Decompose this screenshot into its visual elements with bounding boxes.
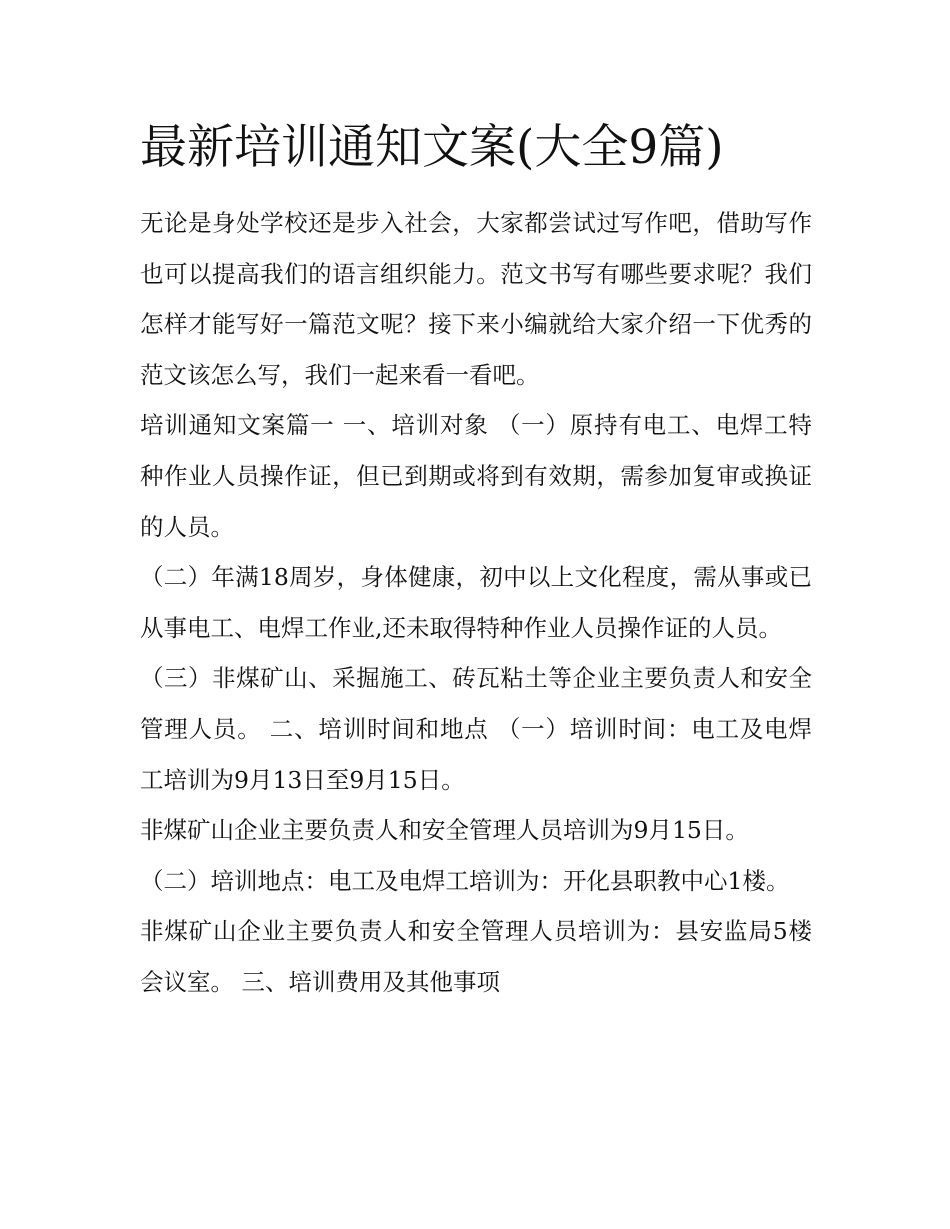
paragraph-manager-training-date: 非煤矿山企业主要负责人和安全管理人员培训为9月15日。 [140, 816, 749, 845]
paragraph-manager-training-location: 非煤矿山企业主要负责人和安全管理人员培训为：县安监局5楼会议室。 三、培训费用及其他事项 [140, 917, 812, 996]
paragraph-training-target: 培训通知文案篇一 一、培训对象 （一）原持有电工、电焊工特种作业人员操作证，但已到期或将到有效期，需参加复审或换证的人员。 [140, 411, 812, 541]
paragraph-intro: 无论是身处学校还是步入社会，大家都尝试过写作吧，借助写作也可以提高我们的语言组织能力。范文书写有哪些要求呢？我们怎样才能写好一篇范文呢？接下来小编就给大家介绍一下优秀的范文该怎么写，我们一起来看一看吧。 [140, 209, 812, 389]
document-body [140, 198, 812, 1008]
paragraph-training-location: （二）培训地点：电工及电焊工培训为：开化县职教中心1楼。 [140, 866, 790, 895]
document-title: 最新培训通知文案(大全9篇) [140, 120, 724, 175]
paragraph-training-time: （三）非煤矿山、采掘施工、砖瓦粘土等企业主要负责人和安全管理人员。 二、培训时间和地点 （一）培训时间：电工及电焊工培训为9月13日至9月15日。 [140, 664, 812, 794]
paragraph-age-requirement: （二）年满18周岁，身体健康，初中以上文化程度，需从事或已从事电工、电焊工作业,还未取得特种作业人员操作证的人员。 [140, 563, 812, 642]
